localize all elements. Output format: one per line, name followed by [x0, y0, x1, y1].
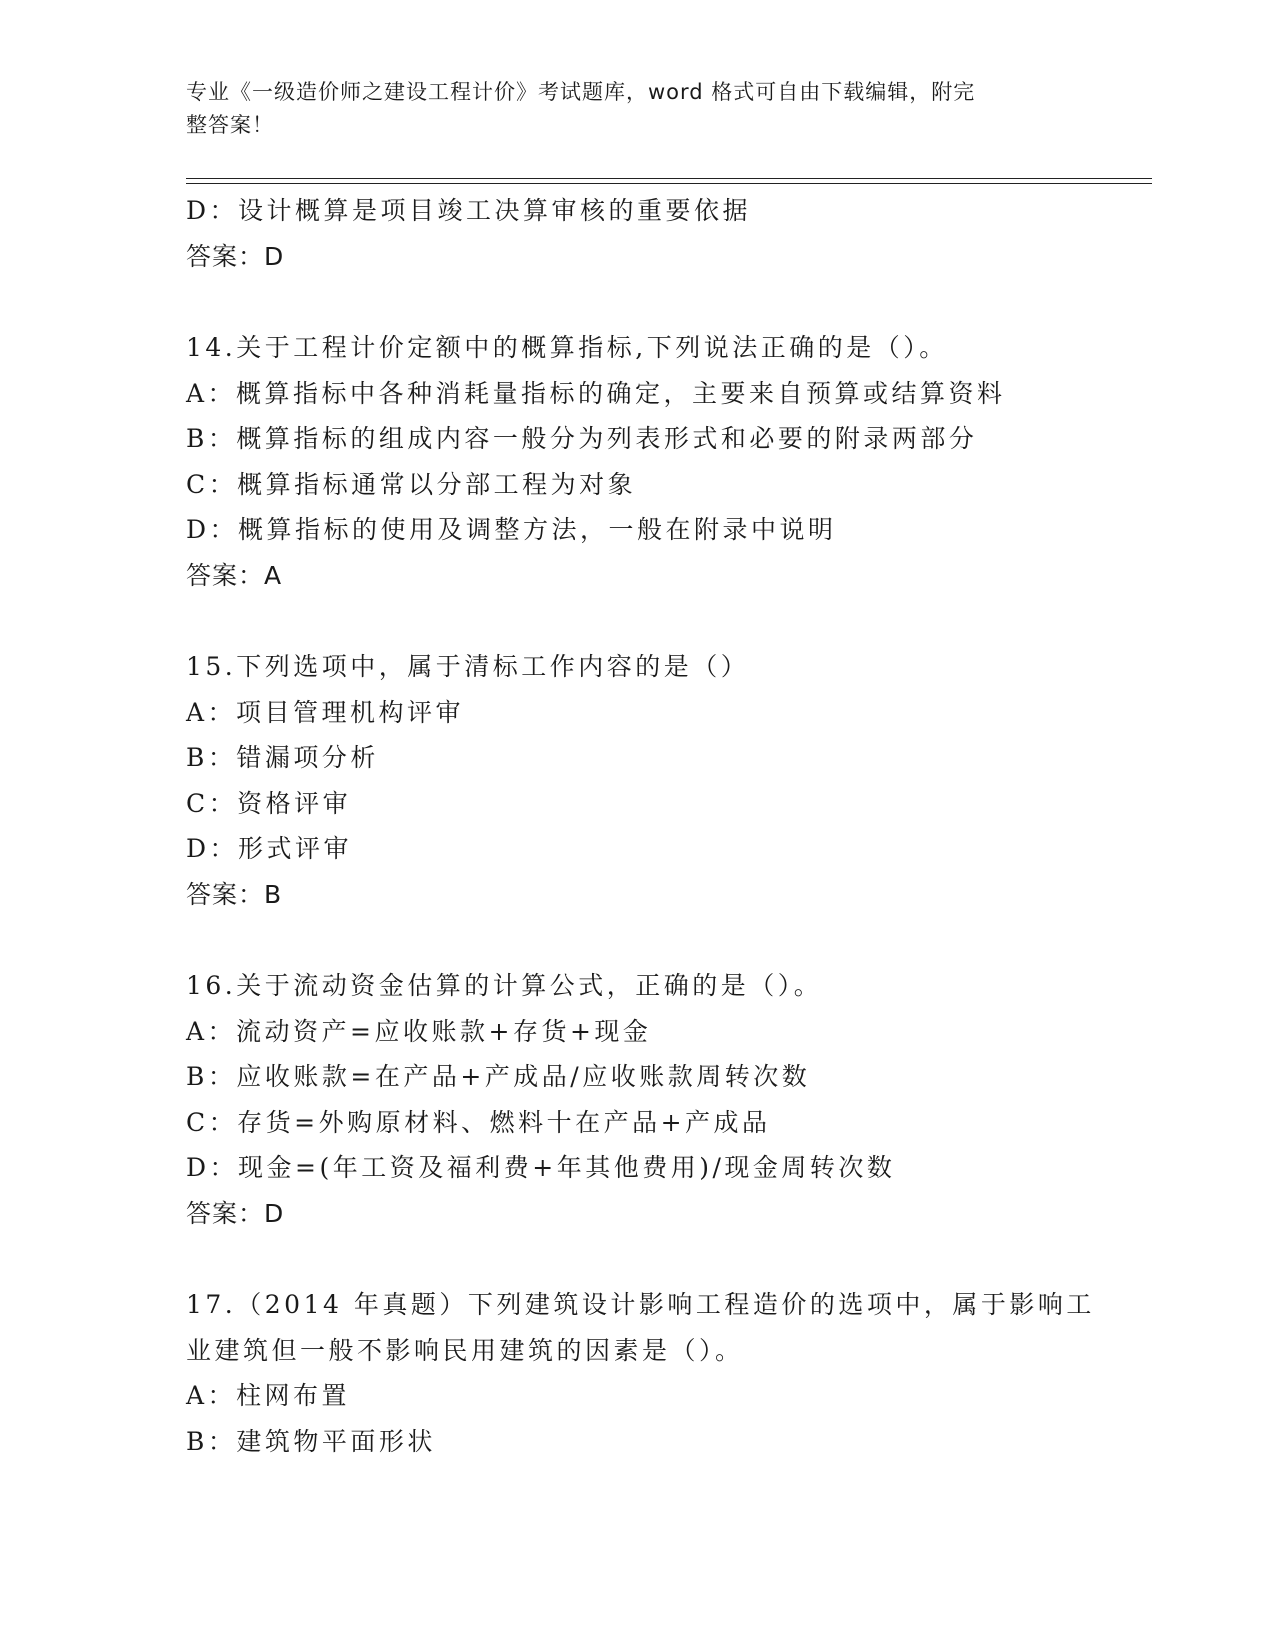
answer: 答案：D: [186, 1198, 285, 1228]
option-b: B：建筑物平面形状: [186, 1426, 436, 1456]
question-list: [186, 188, 1095, 1464]
question-text: 14.关于工程计价定额中的概算指标,下列说法正确的是（）。: [186, 333, 948, 362]
question-14: [186, 325, 1086, 598]
header-line-2: 整答案！: [186, 113, 274, 137]
option-d: D：现金=(年工资及福利费+年其他费用)/现金周转次数: [186, 1153, 896, 1182]
header-line-1: 专业《一级造价师之建设工程计价》考试题库，word 格式可自由下载编辑，附完: [186, 80, 976, 104]
option-c: C：存货=外购原材料、燃料十在产品+产成品: [186, 1107, 771, 1137]
document-header: [186, 76, 1066, 142]
option-b: B：应收账款=在产品+产成品/应收账款周转次数: [186, 1062, 811, 1091]
header-divider-bottom: [186, 183, 1152, 184]
question-17: [186, 1282, 1095, 1464]
question-text-line-1: 17.（2014 年真题）下列建筑设计影响工程造价的选项中，属于影响工: [186, 1290, 1095, 1319]
answer: 答案：A: [186, 560, 283, 590]
question-15: [186, 644, 1086, 917]
option-b: B：概算指标的组成内容一般分为列表形式和必要的附录两部分: [186, 424, 978, 453]
option-c: C：资格评审: [186, 788, 352, 818]
header-divider-top: [186, 178, 1152, 179]
option-d: D：形式评审: [186, 834, 353, 863]
option-a: A：柱网布置: [186, 1381, 351, 1410]
option-a: A：概算指标中各种消耗量指标的确定，主要来自预算或结算资料: [186, 378, 1006, 408]
option-b: B：错漏项分析: [186, 743, 379, 772]
option-a: A：流动资产=应收账款+存货+现金: [186, 1016, 652, 1046]
option-c: C：概算指标通常以分部工程为对象: [186, 469, 637, 499]
option-d: D：概算指标的使用及调整方法，一般在附录中说明: [186, 515, 837, 544]
option-a: A：项目管理机构评审: [186, 697, 465, 727]
answer: 答案：B: [186, 879, 283, 909]
question-13-tail: [186, 188, 1086, 279]
question-text: 16.关于流动资金估算的计算公式，正确的是（）。: [186, 971, 823, 1000]
question-text-line-2: 业建筑但一般不影响民用建筑的因素是（）。: [186, 1335, 744, 1365]
option-d: D：设计概算是项目竣工决算审核的重要依据: [186, 196, 752, 225]
question-16: [186, 963, 1086, 1236]
question-text: 15.下列选项中，属于清标工作内容的是（）: [186, 652, 750, 681]
answer: 答案：D: [186, 241, 285, 271]
